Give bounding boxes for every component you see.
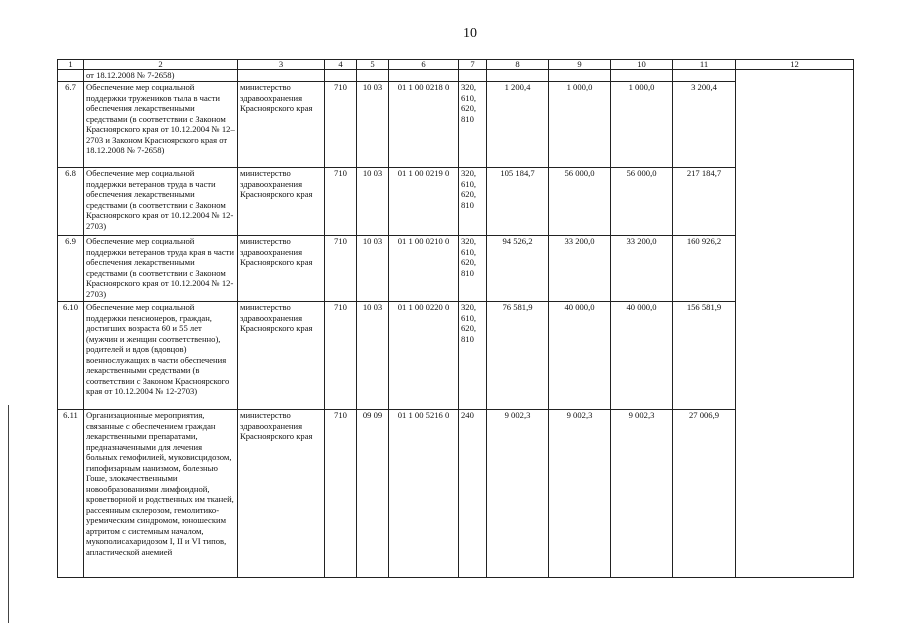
continuation-text: от 18.12.2008 № 7-2658) [84,70,238,82]
row-vr: 320, 610, 620, 810 [459,168,487,236]
row-year2: 56 000,0 [549,168,611,236]
row-number: 6.10 [58,302,84,410]
col-header-2: 2 [84,60,238,70]
row-year2: 1 000,0 [549,82,611,168]
col-header-11: 11 [673,60,736,70]
row-csr: 01 1 00 0220 0 [389,302,459,410]
row-year1: 1 200,4 [487,82,549,168]
row-year3: 56 000,0 [611,168,673,236]
row-year3: 1 000,0 [611,82,673,168]
row-vr: 240 [459,410,487,578]
row-number: 6.7 [58,82,84,168]
row-org: министерство здравоохранения Красноярского края [238,410,325,578]
row-org: министерство здравоохранения Красноярского края [238,236,325,302]
col-header-7: 7 [459,60,487,70]
col-header-4: 4 [325,60,357,70]
result-column [736,70,854,578]
row-year1: 105 184,7 [487,168,549,236]
page-number: 10 [463,26,477,41]
col-header-3: 3 [238,60,325,70]
col-header-6: 6 [389,60,459,70]
col-header-8: 8 [487,60,549,70]
row-rzpr: 09 09 [357,410,389,578]
row-csr: 01 1 00 0218 0 [389,82,459,168]
col-header-9: 9 [549,60,611,70]
row-year1: 76 581,9 [487,302,549,410]
row-vr: 320, 610, 620, 810 [459,82,487,168]
row-rzpr: 10 03 [357,82,389,168]
continuation-row [58,70,854,82]
row-total: 3 200,4 [673,82,736,168]
row-year1: 9 002,3 [487,410,549,578]
col-header-10: 10 [611,60,673,70]
row-year1: 94 526,2 [487,236,549,302]
row-name: Обеспечение мер социальной поддержки пенсионеров, граждан, достигших возраста 60 и 55 лет (мужчин и женщин соответственно), родителей и вдов (вдовцов) военнослужащих в части обеспечения лекарственными средствами (в соответствии с Законом Красноярского края от 10.12.2004 № 12-2703) [84,302,238,410]
row-rzpr: 10 03 [357,236,389,302]
row-grbs: 710 [325,236,357,302]
row-csr: 01 1 00 0219 0 [389,168,459,236]
row-org: министерство здравоохранения Красноярского края [238,82,325,168]
row-name: Организационные мероприятия, связанные с обеспечением граждан лекарственными препаратами, предназначенными для лечения больных гемофилией, муковисцидозом, гипофизарным нанизмом, болезнью Гоше, злокачественными новообразованиями лимфоидной, кроветворной и родственных им тканей, рассеянным склерозом, гемолитико-уремическим синдромом, юношеским артритом с системным началом, мукополисахаридозом I, II и VI типов, апластической анемией [84,410,238,578]
table-row [58,82,854,168]
row-year3: 9 002,3 [611,410,673,578]
row-vr: 320, 610, 620, 810 [459,302,487,410]
row-grbs: 710 [325,302,357,410]
row-org: министерство здравоохранения Красноярского края [238,168,325,236]
row-name: Обеспечение мер социальной поддержки ветеранов труда края в части обеспечения лекарственными средствами (в соответствии с Законом Красноярского края от 10.12.2004 № 12-2703) [84,236,238,302]
row-total: 156 581,9 [673,302,736,410]
table-row [58,168,854,236]
row-grbs: 710 [325,410,357,578]
col-header-12: 12 [736,60,854,70]
row-grbs: 710 [325,82,357,168]
row-vr: 320, 610, 620, 810 [459,236,487,302]
row-year3: 40 000,0 [611,302,673,410]
row-rzpr: 10 03 [357,302,389,410]
row-year2: 33 200,0 [549,236,611,302]
row-number: 6.8 [58,168,84,236]
row-rzpr: 10 03 [357,168,389,236]
row-number: 6.11 [58,410,84,578]
table-row [58,302,854,410]
row-year2: 40 000,0 [549,302,611,410]
row-total: 217 184,7 [673,168,736,236]
table-row [58,410,854,578]
row-total: 160 926,2 [673,236,736,302]
row-name: Обеспечение мер социальной поддержки ветеранов труда в части обеспечения лекарственными средствами (в соответствии с Законом Красноярского края от 10.12.2004 № 12-2703) [84,168,238,236]
row-grbs: 710 [325,168,357,236]
margin-line [8,405,9,623]
row-org: министерство здравоохранения Красноярского края [238,302,325,410]
budget-table [57,59,854,578]
table-row [58,236,854,302]
row-name: Обеспечение мер социальной поддержки тружеников тыла в части обеспечения лекарственными средствами (в соответствии с Законом Красноярского края от 10.12.2004 № 12–2703 и Законом Красноярского края от 18.12.2008 № 7-2658) [84,82,238,168]
row-total: 27 006,9 [673,410,736,578]
row-year2: 9 002,3 [549,410,611,578]
col-header-5: 5 [357,60,389,70]
col-header-1: 1 [58,60,84,70]
header-row [58,60,854,70]
row-number: 6.9 [58,236,84,302]
row-csr: 01 1 00 0210 0 [389,236,459,302]
row-year3: 33 200,0 [611,236,673,302]
row-csr: 01 1 00 5216 0 [389,410,459,578]
